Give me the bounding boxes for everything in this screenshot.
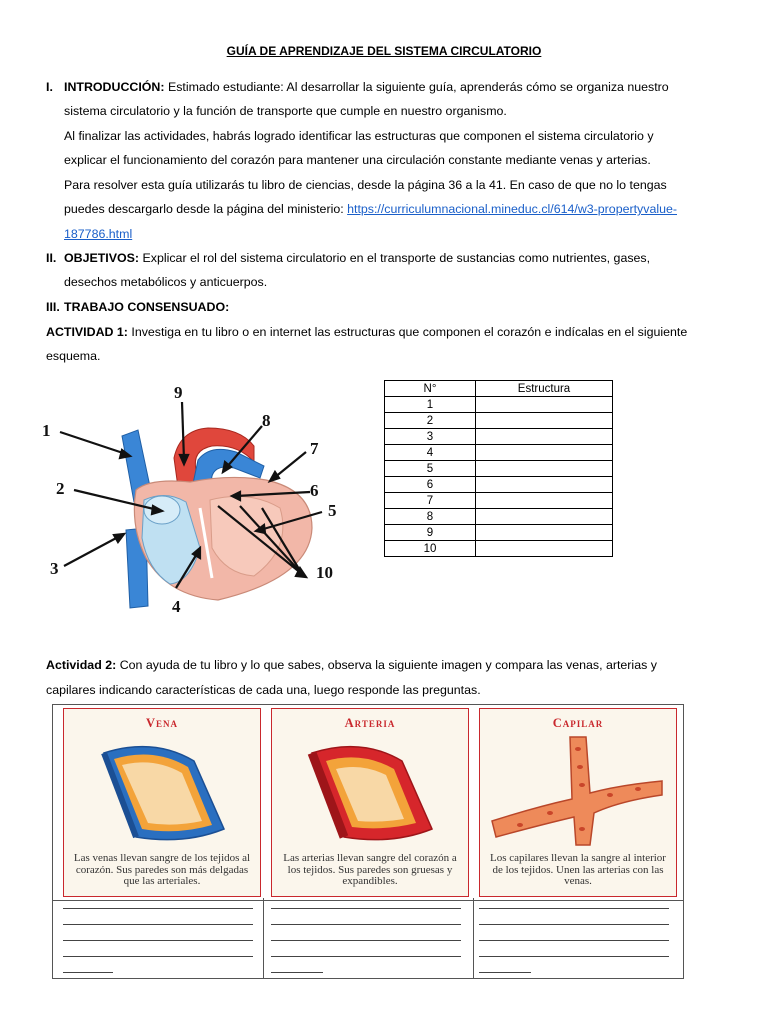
header-structure: Estructura bbox=[476, 381, 613, 397]
capillary-card-text: Los capilares llevan la sangre al interior de los tejidos. Unen las arterias con las venas. bbox=[490, 852, 666, 887]
work-label: TRABAJO CONSENSUADO: bbox=[64, 300, 230, 314]
vessel-cards bbox=[52, 704, 684, 901]
row-number: 9 bbox=[385, 525, 476, 541]
work-numeral: III. bbox=[46, 300, 60, 314]
heart-label-10: 10 bbox=[316, 563, 333, 582]
vein-card bbox=[63, 708, 261, 897]
activity1-line-2: esquema. bbox=[46, 349, 101, 363]
vein-illustration bbox=[74, 733, 250, 851]
artery-answer-column[interactable] bbox=[263, 898, 474, 978]
intro-text-1: Estimado estudiante: Al desarrollar la siguiente guía, aprenderás cómo se organiza nuestro bbox=[167, 80, 669, 94]
intro-text-6: puedes descargarlo desde la página del ministerio: bbox=[64, 202, 344, 216]
capillary-illustration bbox=[490, 733, 666, 851]
row-number: 4 bbox=[385, 445, 476, 461]
table-row bbox=[385, 541, 613, 557]
activity2-line-1 bbox=[46, 657, 657, 673]
structure-answer-cell[interactable] bbox=[476, 525, 613, 541]
structure-answer-cell[interactable] bbox=[476, 397, 613, 413]
ministry-link-continued[interactable]: 187786.html bbox=[64, 227, 133, 241]
table-row bbox=[385, 413, 613, 429]
heart-label-6: 6 bbox=[310, 481, 319, 500]
structure-answer-cell[interactable] bbox=[476, 509, 613, 525]
table-row bbox=[385, 429, 613, 445]
page-title: GUÍA DE APRENDIZAJE DEL SISTEMA CIRCULATORIO bbox=[226, 44, 542, 58]
structure-answer-cell[interactable] bbox=[476, 477, 613, 493]
intro-line-2: sistema circulatorio y la función de transporte que cumple en nuestro organismo. bbox=[64, 104, 507, 118]
intro-line-6 bbox=[64, 201, 677, 217]
structure-answer-cell[interactable] bbox=[476, 461, 613, 477]
heart-label-3: 3 bbox=[50, 559, 59, 578]
heart-label-5: 5 bbox=[328, 501, 337, 520]
artery-card-text: Las arterias llevan sangre del corazón a los tejidos. Sus paredes son gruesas y expandibles. bbox=[283, 852, 457, 887]
activity1-text-1: Investiga en tu libro o en internet las estructuras que componen el corazón e indícalas en el siguiente bbox=[131, 325, 688, 339]
structure-table bbox=[384, 380, 613, 557]
activity1-label: ACTIVIDAD 1: bbox=[46, 325, 128, 339]
row-number: 7 bbox=[385, 493, 476, 509]
vein-card-title: Vena bbox=[145, 716, 179, 730]
objectives-line-2: desechos metabólicos y anticuerpos. bbox=[64, 275, 268, 289]
artery-card bbox=[271, 708, 469, 897]
structure-answer-cell[interactable] bbox=[476, 445, 613, 461]
intro-line-3: Al finalizar las actividades, habrás logrado identificar las estructuras que componen el sistema circulatorio y bbox=[64, 129, 654, 143]
row-number: 2 bbox=[385, 413, 476, 429]
capillary-answer-column[interactable] bbox=[473, 898, 681, 978]
structure-answer-cell[interactable] bbox=[476, 541, 613, 557]
heart-label-1: 1 bbox=[42, 421, 51, 440]
capillary-card bbox=[479, 708, 677, 897]
table-row bbox=[385, 509, 613, 525]
intro-line-1 bbox=[64, 79, 669, 95]
intro-line-4: explicar el funcionamiento del corazón para mantener una circulación constante mediante venas y arterias. bbox=[64, 153, 651, 167]
table-row bbox=[385, 445, 613, 461]
objectives-numeral: II. bbox=[46, 251, 57, 265]
objectives-text-1: Explicar el rol del sistema circulatorio en el transporte de sustancias como nutrientes, gases, bbox=[142, 251, 651, 265]
table-row bbox=[385, 493, 613, 509]
table-row bbox=[385, 525, 613, 541]
intro-line-5: Para resolver esta guía utilizarás tu libro de ciencias, desde la página 36 a la 41. En caso de que no lo tengas bbox=[64, 178, 667, 192]
row-number: 8 bbox=[385, 509, 476, 525]
row-number: 5 bbox=[385, 461, 476, 477]
heart-label-2: 2 bbox=[56, 479, 65, 498]
row-number: 1 bbox=[385, 397, 476, 413]
artery-card-title: Arteria bbox=[344, 716, 396, 730]
objectives-line-1 bbox=[64, 250, 650, 266]
capillary-card-title: Capilar bbox=[552, 716, 604, 730]
table-row bbox=[385, 477, 613, 493]
answer-area bbox=[52, 898, 684, 979]
activity2-line-2: capilares indicando características de cada una, luego responde las preguntas. bbox=[46, 683, 481, 697]
intro-numeral: I. bbox=[46, 80, 53, 94]
table-row bbox=[385, 397, 613, 413]
objectives-label: OBJETIVOS: bbox=[64, 251, 140, 265]
row-number: 3 bbox=[385, 429, 476, 445]
heart-diagram bbox=[40, 378, 350, 618]
activity1-line-1 bbox=[46, 324, 687, 340]
activity2-label: Actividad 2: bbox=[46, 658, 117, 672]
vein-card-text: Las venas llevan sangre de los tejidos al corazón. Sus paredes son más delgadas que las arteriales. bbox=[73, 852, 251, 887]
row-number: 10 bbox=[385, 541, 476, 557]
header-number: N° bbox=[385, 381, 476, 397]
heart-label-4: 4 bbox=[172, 597, 181, 616]
intro-line-7 bbox=[64, 226, 132, 242]
table-row bbox=[385, 461, 613, 477]
intro-label: INTRODUCCIÓN: bbox=[64, 80, 165, 94]
structure-answer-cell[interactable] bbox=[476, 493, 613, 509]
heart-label-9: 9 bbox=[174, 383, 183, 402]
structure-answer-cell[interactable] bbox=[476, 429, 613, 445]
artery-illustration bbox=[282, 733, 458, 851]
vein-answer-column[interactable] bbox=[53, 898, 264, 978]
structure-answer-cell[interactable] bbox=[476, 413, 613, 429]
table-header-row bbox=[385, 381, 613, 397]
ministry-link[interactable]: https://curriculumnacional.mineduc.cl/614/w3-propertyvalue- bbox=[347, 202, 677, 216]
activity2-text-1: Con ayuda de tu libro y lo que sabes, observa la siguiente imagen y compara las venas, arterias y bbox=[119, 658, 657, 672]
heart-label-8: 8 bbox=[262, 411, 271, 430]
heart-label-7: 7 bbox=[310, 439, 319, 458]
row-number: 6 bbox=[385, 477, 476, 493]
